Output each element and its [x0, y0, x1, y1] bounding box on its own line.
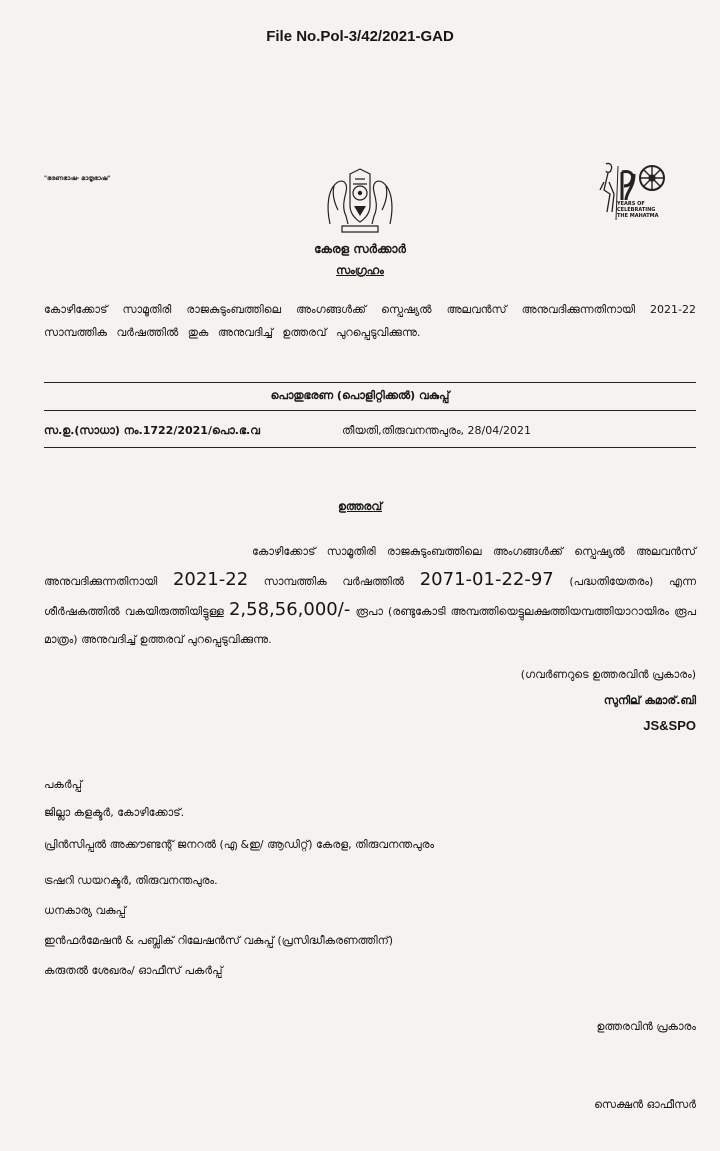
file-number: File No.Pol-3/42/2021-GAD	[266, 28, 454, 45]
sanctioned-amount: 2,58,56,000/-	[228, 599, 351, 620]
head-of-account: 2071-01-22-97	[419, 569, 554, 590]
list-item: ജില്ലാ കളക്ടർ, കോഴിക്കോട്.	[44, 806, 185, 819]
order-title: ഉത്തരവ്	[337, 500, 383, 513]
order-body	[44, 538, 696, 654]
order-text: രൂപാ (രണ്ടുകോടി അമ്പത്തിയെട്ടുലക്ഷത്തിയമ്പത്തിയാറായിരം രൂപ മാത്രം) അനുവദിച്ച് ഉത്തരവ് പുറപ്പെടുവിക്കുന്നു.	[44, 605, 697, 646]
list-item: ധനകാര്യ വകുപ്പ്	[44, 904, 126, 917]
signatory-name: സുനില് കമാര്.ബി	[603, 694, 696, 707]
order-date: തീയതി,തിരുവനന്തപുരം, 28/04/2021	[342, 424, 531, 437]
divider-middle	[44, 410, 696, 411]
divider-bottom	[44, 447, 696, 448]
divider-top	[44, 382, 696, 383]
list-item: ഇൻഫർമേഷൻ & പബ്ലിക് റിലേഷൻസ് വകുപ്പ് (പ്രസിദ്ധീകരണത്തിന്)	[44, 934, 394, 947]
gandhi-150-caption	[617, 201, 659, 219]
list-item: ട്രഷറി ഡയറക്ടർ, തിരുവനന്തപുരം.	[44, 874, 218, 887]
order-text: കോഴിക്കോട് സാമൂതിരി രാജകുടുംബത്തിലെ അംഗങ്ങൾക്ക് സ്പെഷ്യൽ അലവൻസ് അനുവദിക്കുന്നതിനായി	[44, 545, 696, 588]
by-order-footer: ഉത്തരവിൻ പ്രകാരം	[596, 1020, 696, 1033]
order-number: സ.ഉ.(സാധാ) നം.1722/2021/പൊ.ഭ.വ	[44, 424, 260, 437]
copy-to-heading: പകർപ്പ്	[44, 778, 82, 791]
by-order-of-governor: (ഗവർണറുടെ ഉത്തരവിൻ പ്രകാരം)	[520, 668, 696, 681]
order-text: സാമ്പത്തിക വർഷത്തിൽ	[248, 575, 420, 588]
order-text: (പദ്ധതിയേതരം) എന്ന ശീർഷകത്തിൽ വകയിരുത്തിയിട്ടുള്ള	[44, 575, 696, 618]
signatory-designation: JS&SPO	[643, 718, 696, 733]
government-name: കേരള സർക്കാർ	[314, 242, 406, 256]
section-officer: സെക്ഷൻ ഓഫീസർ	[594, 1098, 696, 1111]
department-name: പൊതുഭരണ (പൊളിറ്റിക്കൽ) വകുപ്പ്	[270, 389, 450, 402]
summary-text: കോഴിക്കോട് സാമൂതിരി രാജകുടുംബത്തിലെ അംഗങ്ങൾക്ക് സ്പെഷ്യൽ അലവൻസ് അനുവദിക്കുന്നതിനായി 2021-22 സാമ്പത്തിക വർഷത്തിൽ തുക അനുവദിച്ച് ഉത്തരവ് പുറപ്പെടുവിക്കുന്നു.	[44, 303, 696, 339]
motto-text: "ഭരണഭാഷ- മാതൃഭാഷ"	[44, 175, 111, 182]
caption-line: CELEBRATING	[617, 207, 656, 213]
financial-year: 2021-22	[172, 569, 249, 590]
list-item: പ്രിൻസിപ്പൽ അക്കൗണ്ടന്റ് ജനറൽ (എ &ഇ/ ആഡിറ്റ്) കേരള, തിരുവനന്തപുരം	[44, 838, 435, 851]
caption-line: THE MAHATMA	[617, 213, 659, 219]
list-item: കരുതൽ ശേഖരം/ ഓഫീസ് പകർപ്പ്	[44, 964, 223, 977]
caption-line: YEARS OF	[617, 201, 645, 207]
summary-heading: സംഗ്രഹം	[336, 264, 384, 277]
kerala-emblem-icon	[322, 166, 398, 236]
